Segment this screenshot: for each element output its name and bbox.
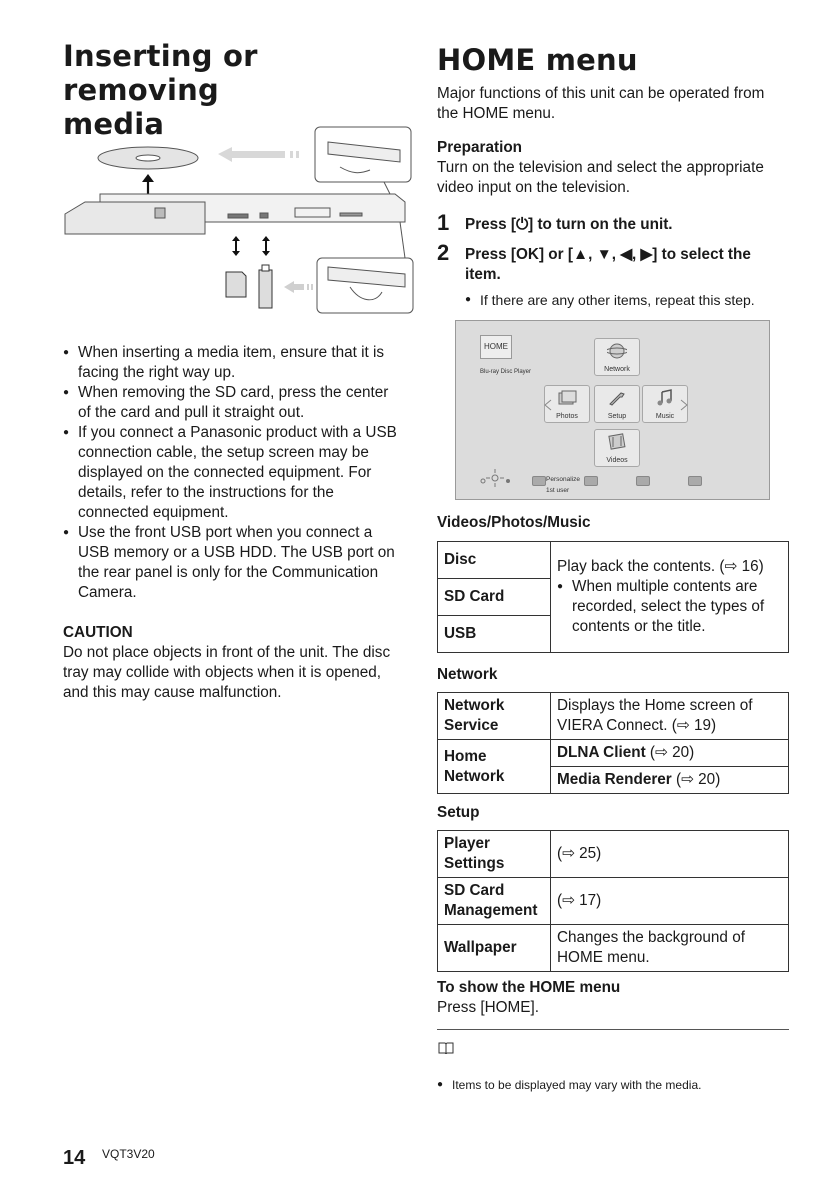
setup-title: Setup — [437, 804, 480, 821]
network-service-key: Network Service — [438, 693, 551, 740]
page-number: 14 — [63, 1147, 86, 1169]
home-menu-screen — [455, 320, 770, 500]
personalize-label: Personalize — [546, 476, 580, 483]
green-button — [584, 476, 598, 486]
step-2-bullet: ● If there are any other items, repeat this step. — [465, 291, 840, 309]
table-row — [438, 831, 789, 878]
left-title-line2: media — [63, 107, 165, 141]
sd-card-management-key: SD Card Management — [438, 878, 551, 925]
videos-tile[interactable]: Videos — [594, 429, 640, 467]
player-graphic — [65, 194, 405, 234]
vpm-description: Play back the contents. (⇨ 16) ● When multiple contents are recorded, select the types of contents or the title. — [551, 542, 789, 653]
home-network-key: Home Network — [438, 740, 551, 794]
home-label: HOME — [480, 335, 512, 359]
table-row — [438, 542, 789, 579]
left-bullets — [63, 343, 423, 603]
wallpaper-key: Wallpaper — [438, 925, 551, 972]
player-settings-value: (⇨ 25) — [551, 831, 789, 878]
table-row — [438, 740, 789, 767]
preparation-text: Turn on the television and select the appropriate video input on the television. — [437, 159, 764, 196]
show-home-title: To show the HOME menu — [437, 979, 621, 996]
step-2-number: 2 — [437, 240, 450, 265]
network-service-value: Displays the Home screen of VIERA Connect. (⇨ 19) — [551, 693, 789, 740]
step-2-text: Press [OK] or [▲, ▼, ◀, ▶] to select the item. — [465, 246, 751, 283]
chevron-right-icon — [680, 399, 688, 411]
preparation-title: Preparation — [437, 139, 523, 156]
book-note-icon — [438, 1041, 454, 1054]
user-label: 1st user — [546, 487, 570, 494]
table-cell-usb: USB — [438, 616, 551, 653]
wallpaper-value: Changes the background of HOME menu. — [551, 925, 789, 972]
red-button — [532, 476, 546, 486]
dlna-client-value: DLNA Client (⇨ 20) — [551, 740, 789, 767]
doc-code: VQT3V20 — [102, 1147, 155, 1161]
left-title-line1: Inserting or removing — [63, 39, 258, 107]
table-cell-disc: Disc — [438, 542, 551, 579]
blue-button — [688, 476, 702, 486]
caution-text: Do not place objects in front of the unit. The disc tray may collide with objects when it is opened, and this may cause malfunction. — [63, 644, 391, 701]
home-menu-title: HOME menu — [437, 43, 638, 77]
divider — [437, 1029, 789, 1030]
step-1-text: Press [⏻] to turn on the unit. — [465, 216, 673, 233]
vpm-title: Videos/Photos/Music — [437, 514, 591, 531]
music-tile[interactable]: Music — [642, 385, 688, 423]
wrench-icon — [607, 389, 627, 407]
bullet-item-2: ● When removing the SD card, press the center of the card and pull it straight out. — [63, 383, 423, 423]
bullet-item-4: ● Use the front USB port when you connect a USB memory or a USB HDD. The USB port on the rear panel is only for the Communication Camera. — [63, 523, 423, 603]
sd-card-management-value: (⇨ 17) — [551, 878, 789, 925]
step-1-number: 1 — [437, 210, 450, 235]
bullet-item-1: ● When inserting a media item, ensure that it is facing the right way up. — [63, 343, 423, 383]
chevron-left-icon — [544, 399, 552, 411]
film-icon — [607, 433, 627, 451]
table-row — [438, 925, 789, 972]
network-title: Network — [437, 666, 498, 683]
bullet-item-3: ● If you connect a Panasonic product with a USB connection cable, the setup screen may be displayed on the connected equipment. For details, refer to the instructions for the connected equipment. — [63, 423, 423, 523]
sd-card-graphic — [226, 272, 246, 297]
intro-text: Major functions of this unit can be operated from the HOME menu. — [437, 85, 765, 122]
usb-stick-graphic — [259, 265, 272, 308]
vpm-desc-bullet: ● When multiple contents are recorded, select the types of contents or the title. — [557, 577, 782, 637]
table-cell-sd-card: SD Card — [438, 579, 551, 616]
arrow-updown-small-icons — [232, 236, 270, 256]
table-row — [438, 878, 789, 925]
caution-title: CAUTION — [63, 624, 133, 641]
arrow-left-small-icon — [284, 281, 313, 293]
player-settings-key: Player Settings — [438, 831, 551, 878]
player-label: Blu-ray Disc Player — [480, 369, 532, 375]
disc-graphic — [98, 147, 198, 169]
photos-tile[interactable]: Photos — [544, 385, 590, 423]
zoom-bottom-inset — [317, 222, 413, 313]
table-row — [438, 693, 789, 740]
music-note-icon — [655, 389, 675, 407]
network-table — [437, 692, 789, 794]
setup-tile[interactable]: Setup — [594, 385, 640, 423]
media-renderer-value: Media Renderer (⇨ 20) — [551, 767, 789, 794]
vpm-table — [437, 541, 789, 653]
photos-icon — [557, 389, 577, 407]
globe-icon — [607, 342, 627, 360]
note-text: ● Items to be displayed may vary with the media. — [437, 1077, 840, 1093]
setup-table — [437, 830, 789, 972]
dpad-icon — [480, 467, 510, 489]
show-home-text: Press [HOME]. — [437, 999, 539, 1016]
zoom-top-inset — [315, 127, 411, 194]
arrow-left-icon — [218, 147, 299, 162]
yellow-button — [636, 476, 650, 486]
media-insert-illustration — [60, 122, 420, 322]
network-tile[interactable]: Network — [594, 338, 640, 376]
